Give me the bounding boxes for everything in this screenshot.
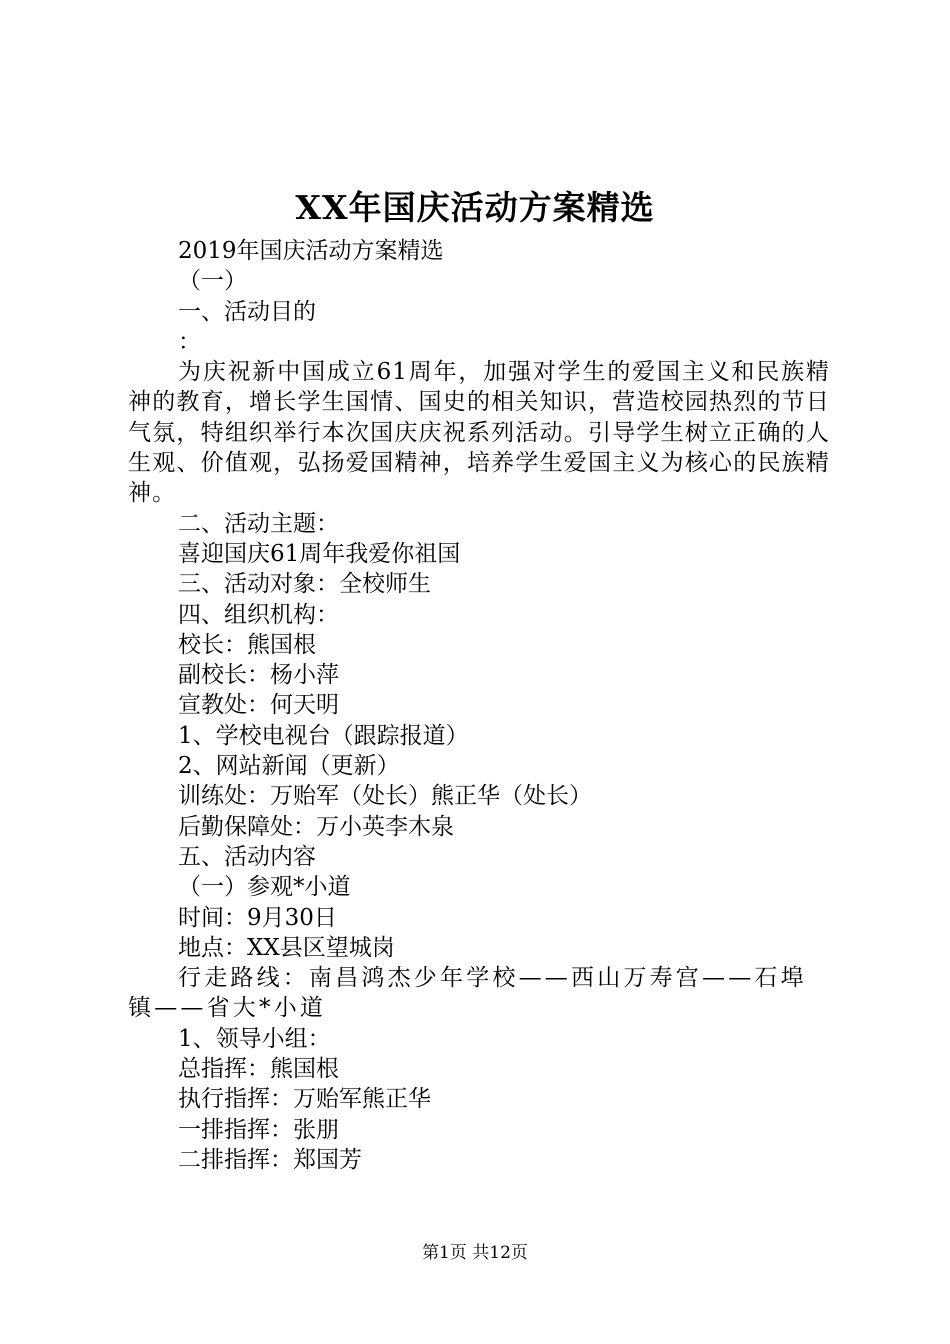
org-training-office: 训练处：万贻军（处长）熊正华（处长） — [178, 783, 592, 810]
org-propaganda-office: 宣教处：何天明 — [178, 692, 339, 719]
leader-row-one: 一排指挥：张朋 — [178, 1116, 339, 1143]
purpose-paragraph: 为庆祝新中国成立61周年，加强对学生的爱国主义和民族精神的教育，增长学生国情、国史的相关知识，营造校园热烈的节日气氛，特组织举行本次国庆庆祝系列活动。引导学生树立正确的人生观、价值观，弘扬爱国精神，培养学生爱国主义为核心的民族精神。 — [128, 359, 830, 507]
content-time: 时间：9月30日 — [178, 904, 337, 931]
org-vice-principal: 副校长：杨小萍 — [178, 662, 339, 689]
content-location: 地点：XX县区望城岗 — [178, 934, 395, 961]
leader-executive: 执行指挥：万贻军熊正华 — [178, 1086, 431, 1113]
org-tv-station: 1、学校电视台（跟踪报道） — [178, 722, 469, 749]
org-principal: 校长：熊国根 — [178, 631, 316, 658]
heading-purpose: 一、活动目的 — [178, 298, 316, 325]
document-body — [128, 236, 830, 1175]
leader-commander: 总指挥：熊国根 — [178, 1056, 339, 1083]
section-number-line: （一） — [178, 268, 247, 295]
heading-organization: 四、组织机构： — [178, 601, 339, 628]
heading-theme: 二、活动主题： — [178, 510, 339, 537]
heading-audience: 三、活动对象：全校师生 — [178, 571, 431, 598]
heading-leadership: 1、领导小组： — [178, 1025, 331, 1052]
route-paragraph: 行走路线：南昌鸿杰少年学校——西山万寿宫——石埠镇——省大*小道 — [128, 965, 807, 1022]
subtitle-line: 2019年国庆活动方案精选 — [178, 238, 444, 264]
org-website-news: 2、网站新闻（更新） — [178, 753, 400, 780]
page-number-footer: 第1页 共12页 — [422, 1243, 528, 1263]
content-visit: （一）参观*小道 — [178, 874, 351, 901]
heading-content: 五、活动内容 — [178, 843, 316, 870]
org-logistics-office: 后勤保障处：万小英李木泉 — [178, 813, 454, 840]
leader-row-two: 二排指挥：郑国芳 — [178, 1146, 362, 1173]
colon-line: ： — [178, 328, 201, 355]
document-title: XX年国庆活动方案精选 — [295, 188, 655, 227]
theme-text: 喜迎国庆61周年我爱你祖国 — [178, 540, 461, 567]
